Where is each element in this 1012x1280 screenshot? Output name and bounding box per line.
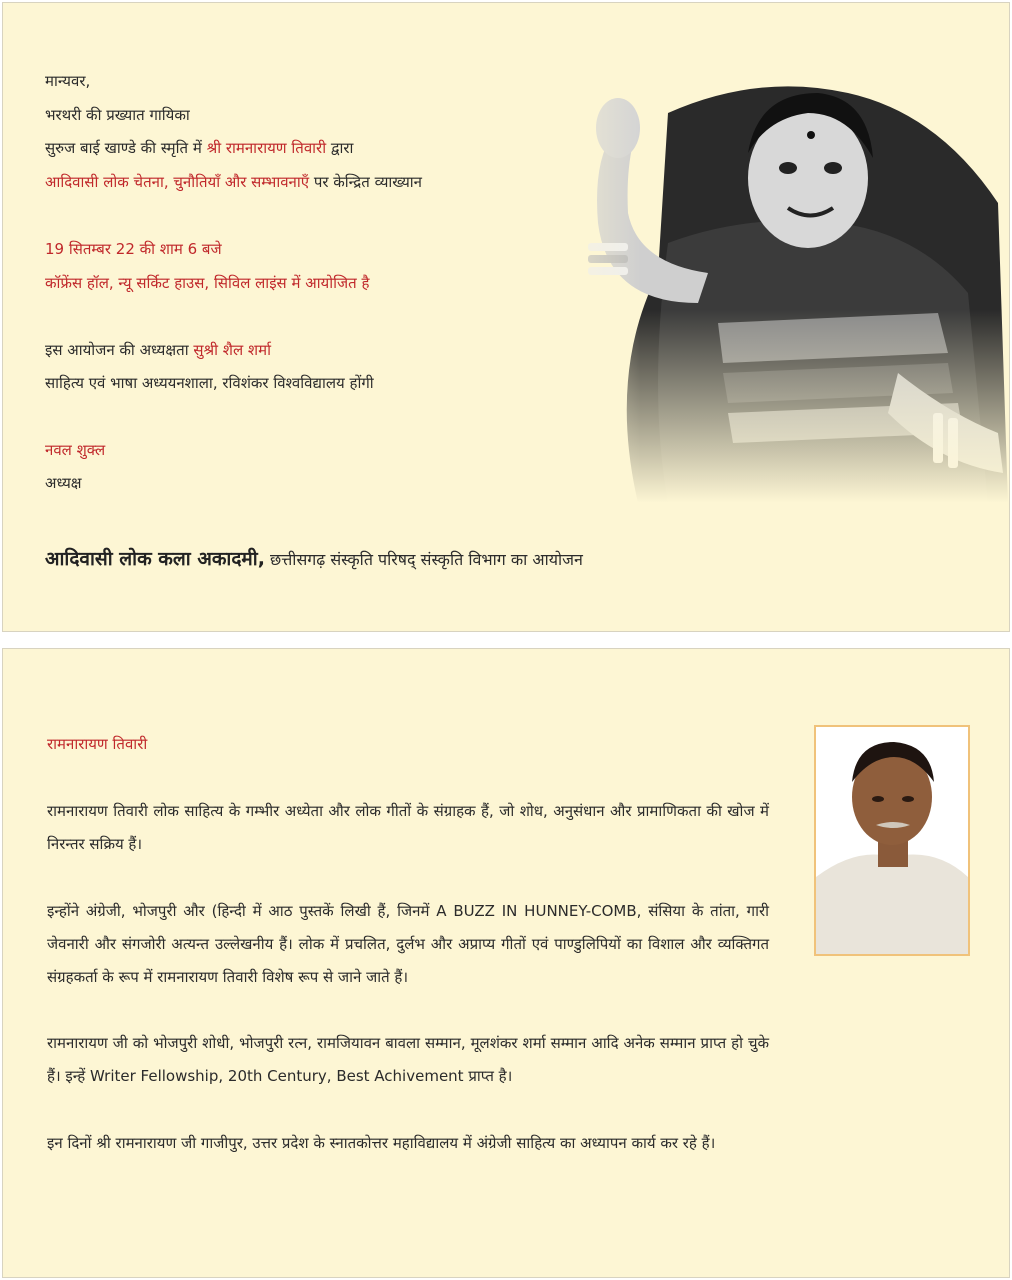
chair-prefix: इस आयोजन की अध्यक्षता bbox=[45, 341, 194, 359]
organizer-detail: छत्तीसगढ़ संस्कृति परिषद् संस्कृति विभाग का आयोजन bbox=[264, 550, 583, 569]
speaker-portrait-frame bbox=[814, 725, 970, 956]
bio-title: रामनारायण तिवारी bbox=[47, 735, 148, 753]
bio-paragraph-4: इन दिनों श्री रामनारायण जी गाजीपुर, उत्तर प्रदेश के स्नातकोत्तर महाविद्यालय में अंग्रेजी साहित्य का अध्यापन कार्य कर रहे हैं। bbox=[47, 1134, 716, 1152]
chair-name: सुश्री शैल शर्मा bbox=[193, 341, 271, 359]
bio-paragraph-3: रामनारायण जी को भोजपुरी शोधी, भोजपुरी रत्न, रामजियावन बावला सम्मान, मूलशंकर शर्मा सम्मान आदि अनेक सम्मान प्राप्त हो चुके हैं। इन्हें Writer Fellowship, 20th Century, Best Achivement प्राप्त है। bbox=[47, 1034, 769, 1085]
biography-card bbox=[2, 648, 1010, 1278]
event-date: 19 सितम्बर 22 की शाम 6 बजे bbox=[45, 240, 222, 258]
lecture-topic: आदिवासी लोक चेतना, चुनौतियाँ और सम्भावनाएँ bbox=[45, 173, 310, 191]
topic-suffix: पर केन्द्रित व्याख्यान bbox=[309, 173, 422, 191]
organizer-name: आदिवासी लोक कला अकादमी, bbox=[45, 548, 265, 570]
signatory-name: नवल शुक्ल bbox=[45, 441, 106, 459]
bio-paragraph-2: इन्होंने अंग्रेजी, भोजपुरी और (हिन्दी में आठ पुस्तकें लिखी हैं, जिनमें A BUZZ IN HUNNEY-COMB, संसिया के तांता, गारी जेवनारी और संगजोरी अत्यन्त उल्लेखनीय हैं। लोक में प्रचलित, दुर्लभ और अप्राप्य गीतों एवं पाण्डुलिपियों का विशाल और व्यक्तिगत संग्रहकर्ता के रूप में रामनारायण तिवारी विशेष रूप से जाने जाते हैं। bbox=[47, 902, 769, 986]
signatory-title: अध्यक्ष bbox=[45, 474, 82, 492]
bio-paragraph-1: रामनारायण तिवारी लोक साहित्य के गम्भीर अध्येता और लोक गीतों के संग्राहक हैं, जो शोध, अनुसंधान और प्रामाणिकता की खोज में निरन्तर सक्रिय हैं। bbox=[47, 802, 769, 853]
intro-line: भरथरी की प्रख्यात गायिका bbox=[45, 106, 190, 124]
event-venue: कॉफ्रेंस हॉल, न्यू सर्किट हाउस, सिविल लाइंस में आयोजित है bbox=[45, 274, 370, 292]
singer-portrait-photo bbox=[518, 73, 1008, 503]
memorial-prefix: सुरुज बाई खाण्डे की स्मृति में bbox=[45, 139, 207, 157]
chair-line bbox=[45, 340, 271, 360]
speaker-name: श्री रामनारायण तिवारी bbox=[206, 139, 327, 157]
speaker-portrait-photo bbox=[816, 727, 968, 954]
invitation-card bbox=[2, 2, 1010, 632]
memorial-suffix: द्वारा bbox=[326, 139, 354, 157]
organizer-line bbox=[45, 545, 583, 571]
topic-line bbox=[45, 172, 422, 192]
salutation: मान्यवर, bbox=[45, 72, 91, 90]
memorial-line bbox=[45, 138, 353, 158]
chair-affiliation: साहित्य एवं भाषा अध्ययनशाला, रविशंकर विश्वविद्यालय होंगी bbox=[45, 374, 374, 392]
